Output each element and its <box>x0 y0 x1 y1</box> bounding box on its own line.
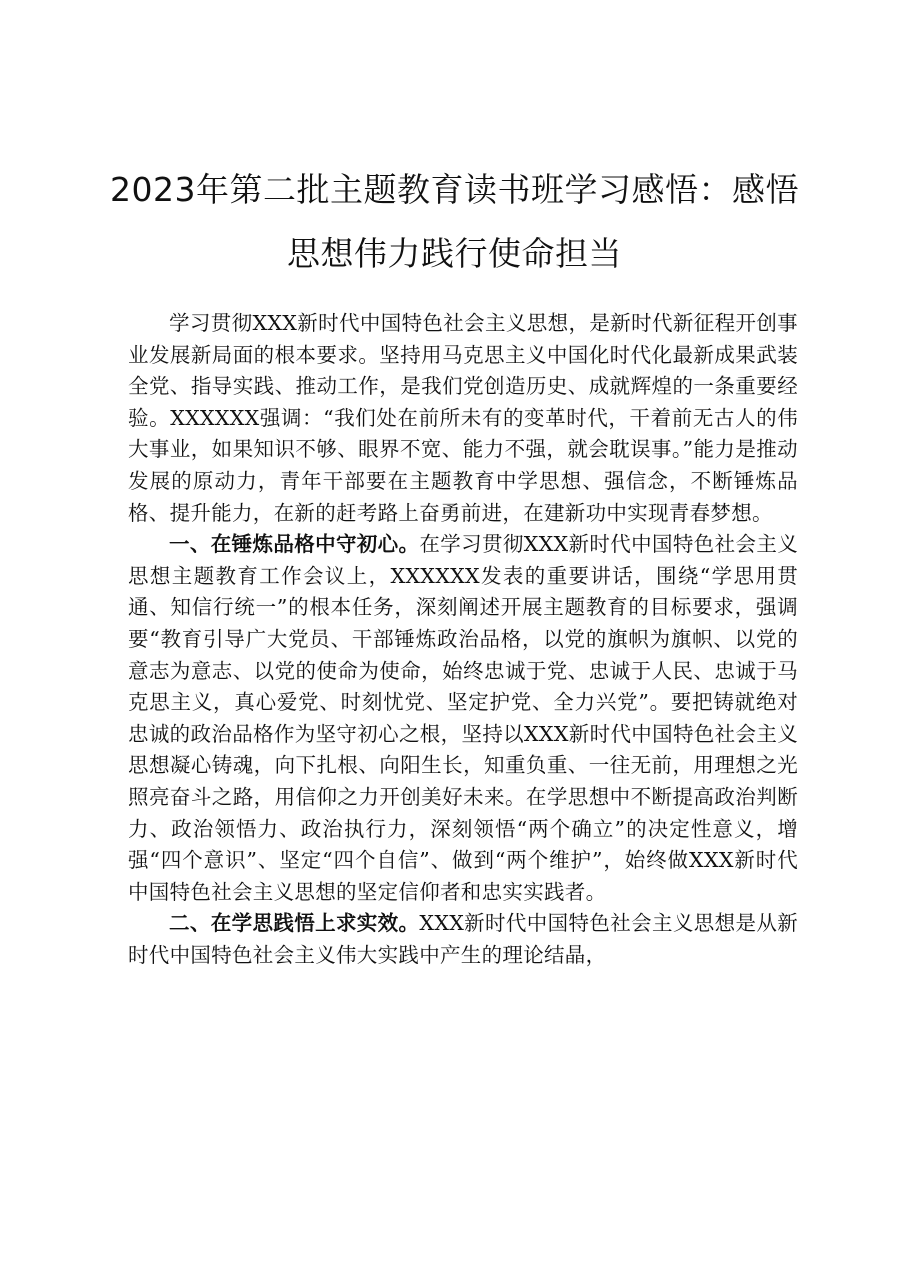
document-body <box>128 308 798 971</box>
paragraph-section-2 <box>128 908 798 971</box>
paragraph-text: XXX新时代中国特色社会主义思想是从新时代中国特色社会主义伟大实践中产生的理论结晶， <box>128 911 798 967</box>
section-heading-2: 二、在学思践悟上求实效。 <box>169 911 420 936</box>
document-title: 2023年第二批主题教育读书班学习感悟：感悟思想伟力践行使命担当 <box>110 170 799 273</box>
paragraph-text: 在学习贯彻XXX新时代中国特色社会主义思想主题教育工作会议上，XXXXXX发表的重要讲话，围绕“学思用贯通、知信行统一”的根本任务，深刻阐述开展主题教育的目标要求，强调要“教育引导广大党员、干部锤炼政治品格，以党的旗帜为旗帜、以党的意志为意志、以党的使命为使命，始终忠诚于党、忠诚于人民、忠诚于马克思主义，真心爱党、时刻忧党、坚定护党、全力兴党”。要把铸就绝对忠诚的政治品格作为坚守初心之根，坚持以XXX新时代中国特色社会主义思想凝心铸魂，向下扎根、向阳生长，知重负重、一往无前，用理想之光照亮奋斗之路，用信仰之力开创美好未来。在学思想中不断提高政治判断力、政治领悟力、政治执行力，深刻领悟“两个确立”的决定性意义，增强“四个意识”、坚定“四个自信”、做到“两个维护”，始终做XXX新时代中国特色社会主义思想的坚定信仰者和忠实实践者。 <box>128 532 798 904</box>
paragraph-text: 学习贯彻XXX新时代中国特色社会主义思想，是新时代新征程开创事业发展新局面的根本要求。坚持用马克思主义中国化时代化最新成果武装全党、指导实践、推动工作，是我们党创造历史、成就辉煌的一条重要经验。XXXXXX强调：“我们处在前所未有的变革时代，干着前无古人的伟大事业，如果知识不够、眼界不宽、能力不强，就会耽误事。”能力是推动发展的原动力，青年干部要在主题教育中学思想、强信念，不断锤炼品格、提升能力，在新的赶考路上奋勇前进，在建新功中实现青春梦想。 <box>128 311 798 525</box>
section-heading-1: 一、在锤炼品格中守初心。 <box>169 532 420 557</box>
paragraph-section-1 <box>128 529 798 908</box>
paragraph-intro <box>128 308 798 529</box>
